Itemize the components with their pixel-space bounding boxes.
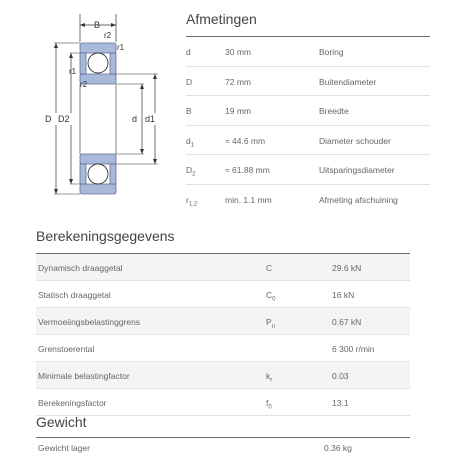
calc-value: 29.6 kN (332, 263, 362, 273)
dimension-value: 19 mm (225, 106, 251, 117)
weight-label: Gewicht lager (38, 443, 90, 453)
label-D2: D2 (58, 114, 70, 124)
afmetingen-table (186, 37, 430, 214)
table-row (186, 67, 430, 97)
table-row (186, 37, 430, 67)
dimension-description: Buitendiameter (319, 76, 377, 87)
outer-ring-bottom (80, 184, 116, 194)
table-row (186, 126, 430, 156)
calc-label: Minimale belastingfactor (38, 371, 130, 381)
dimension-symbol: B (186, 106, 192, 117)
dimension-symbol: d (186, 47, 191, 57)
calc-label: Grenstoerental (38, 344, 95, 354)
weight-value: 0.36 kg (324, 443, 352, 453)
calc-symbol: $C_0$ (266, 290, 276, 303)
calc-value: 16 kN (332, 290, 355, 300)
dimension-value: ≈ 61.88 mm (225, 165, 270, 176)
gewicht-table (36, 438, 410, 458)
inner-ring-bottom (80, 154, 116, 164)
calc-value: 0.03 (332, 371, 349, 381)
calc-symbol: $f_0$ (266, 398, 272, 411)
dimension-symbol: $D_2$ (186, 165, 196, 179)
label-r1-left: r1 (69, 67, 77, 76)
label-d1: d1 (145, 114, 156, 124)
calc-value: 13.1 (332, 398, 349, 408)
calc-value: 0.67 kN (332, 317, 362, 327)
table-row (186, 155, 430, 185)
label-d: d (132, 114, 138, 124)
dimension-description: Diameter schouder (319, 135, 391, 146)
dimension-symbol: D (186, 76, 193, 87)
outer-ring-top (80, 43, 116, 53)
dimension-description: Uitsparingsdiameter (319, 165, 395, 176)
dimension-value: ≈ 44.6 mm (225, 135, 266, 146)
berekeningsgegevens-title: Berekeningsgegevens (36, 228, 175, 244)
dimension-description: Breedte (319, 106, 349, 117)
calc-symbol: $P_u$ (266, 317, 276, 330)
table-row (36, 308, 410, 335)
calc-symbol: C (266, 263, 273, 273)
berekening-table (36, 254, 410, 416)
dimension-value: 30 mm (225, 47, 251, 57)
ball-top (88, 53, 108, 73)
label-r2-left: r2 (80, 80, 88, 89)
ball-bottom (88, 164, 108, 184)
dimension-description: Afmeting afschuining (319, 194, 398, 205)
bearing-cross-section-diagram (36, 12, 166, 212)
table-row (36, 362, 410, 389)
gewicht-title: Gewicht (36, 414, 87, 430)
dimension-symbol: $d_1$ (186, 135, 195, 149)
calc-label: Statisch draaggetal (38, 290, 111, 300)
label-B: B (94, 20, 101, 30)
table-row (36, 335, 410, 362)
calc-value: 6 300 r/min (332, 344, 375, 354)
calc-label: Berekeningsfactor (38, 398, 107, 408)
dimension-value: min. 1.1 mm (225, 194, 272, 205)
table-row (36, 389, 410, 416)
label-D: D (45, 114, 52, 124)
afmetingen-title: Afmetingen (186, 11, 257, 27)
dimension-value: 72 mm (225, 76, 251, 87)
dimension-symbol: $r_{1,2}$ (186, 194, 198, 208)
table-row (36, 281, 410, 308)
calc-symbol: $k_r$ (266, 371, 273, 384)
label-r2-top: r2 (104, 31, 112, 40)
table-row (186, 96, 430, 126)
table-row (36, 254, 410, 281)
table-row (36, 438, 410, 458)
calc-label: Vermoeiingsbelastinggrens (38, 317, 141, 327)
label-r1-top: r1 (117, 43, 125, 52)
calc-label: Dynamisch draaggetal (38, 263, 123, 273)
table-row (186, 185, 430, 214)
dimension-description: Boring (319, 47, 344, 57)
